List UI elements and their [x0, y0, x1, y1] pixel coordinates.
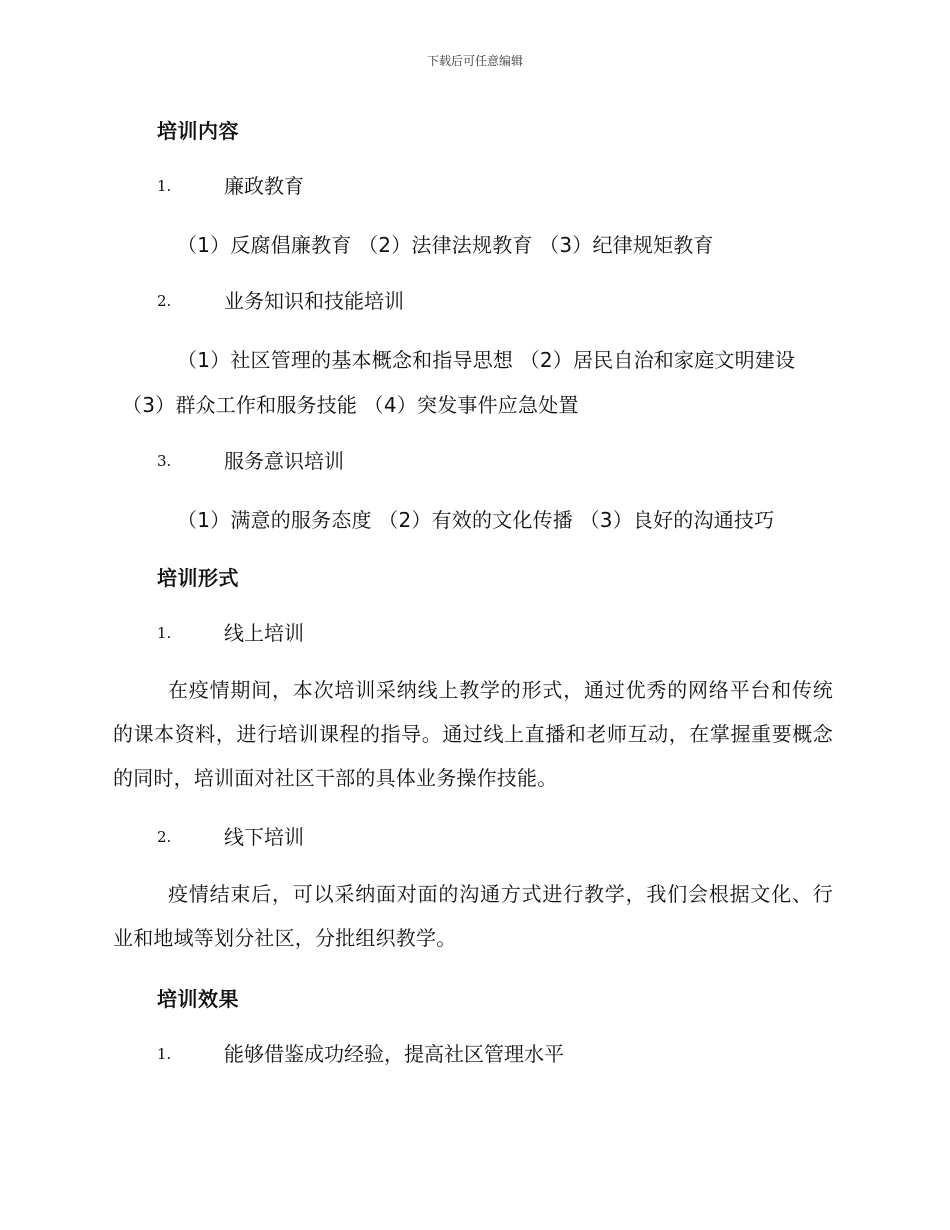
detail-line: （1）满意的服务态度 （2）有效的文化传播 （3）良好的沟通技巧	[177, 508, 775, 532]
page-header: 下载后可任意编辑	[426, 54, 523, 68]
section-heading-effect: 培训效果	[157, 987, 239, 1011]
list-number: 1.	[157, 1045, 172, 1063]
list-title: 线上培训	[224, 621, 304, 645]
list-number: 3.	[157, 452, 172, 470]
list-title: 业务知识和技能培训	[224, 289, 404, 313]
detail-line: （1）反腐倡廉教育 （2）法律法规教育 （3）纪律规矩教育	[177, 233, 714, 257]
paragraph: 在疫情期间，本次培训采纳线上教学的形式，通过优秀的网络平台和传统的课本资料，进行培训课程的指导。通过线上直播和老师互动，在掌握重要概念的同时，培训面对社区干部的具体业务操作技能。	[113, 678, 833, 790]
list-number: 2.	[157, 292, 172, 310]
paragraph: 疫情结束后，可以采纳面对面的沟通方式进行教学，我们会根据文化、行业和地域等划分社区，分批组织教学。	[113, 882, 833, 950]
section-heading-format: 培训形式	[157, 566, 239, 590]
list-title: 线下培训	[224, 825, 304, 849]
list-number: 1.	[157, 177, 172, 195]
list-number: 1.	[157, 624, 172, 642]
section-heading-content: 培训内容	[157, 119, 239, 143]
detail-line: （3）群众工作和服务技能 （4）突发事件应急处置	[122, 393, 579, 417]
list-title: 廉政教育	[224, 174, 304, 198]
detail-line: （1）社区管理的基本概念和指导思想 （2）居民自治和家庭文明建设	[177, 348, 796, 372]
list-title: 能够借鉴成功经验，提高社区管理水平	[224, 1042, 564, 1066]
list-number: 2.	[157, 828, 172, 846]
list-title: 服务意识培训	[224, 449, 344, 473]
